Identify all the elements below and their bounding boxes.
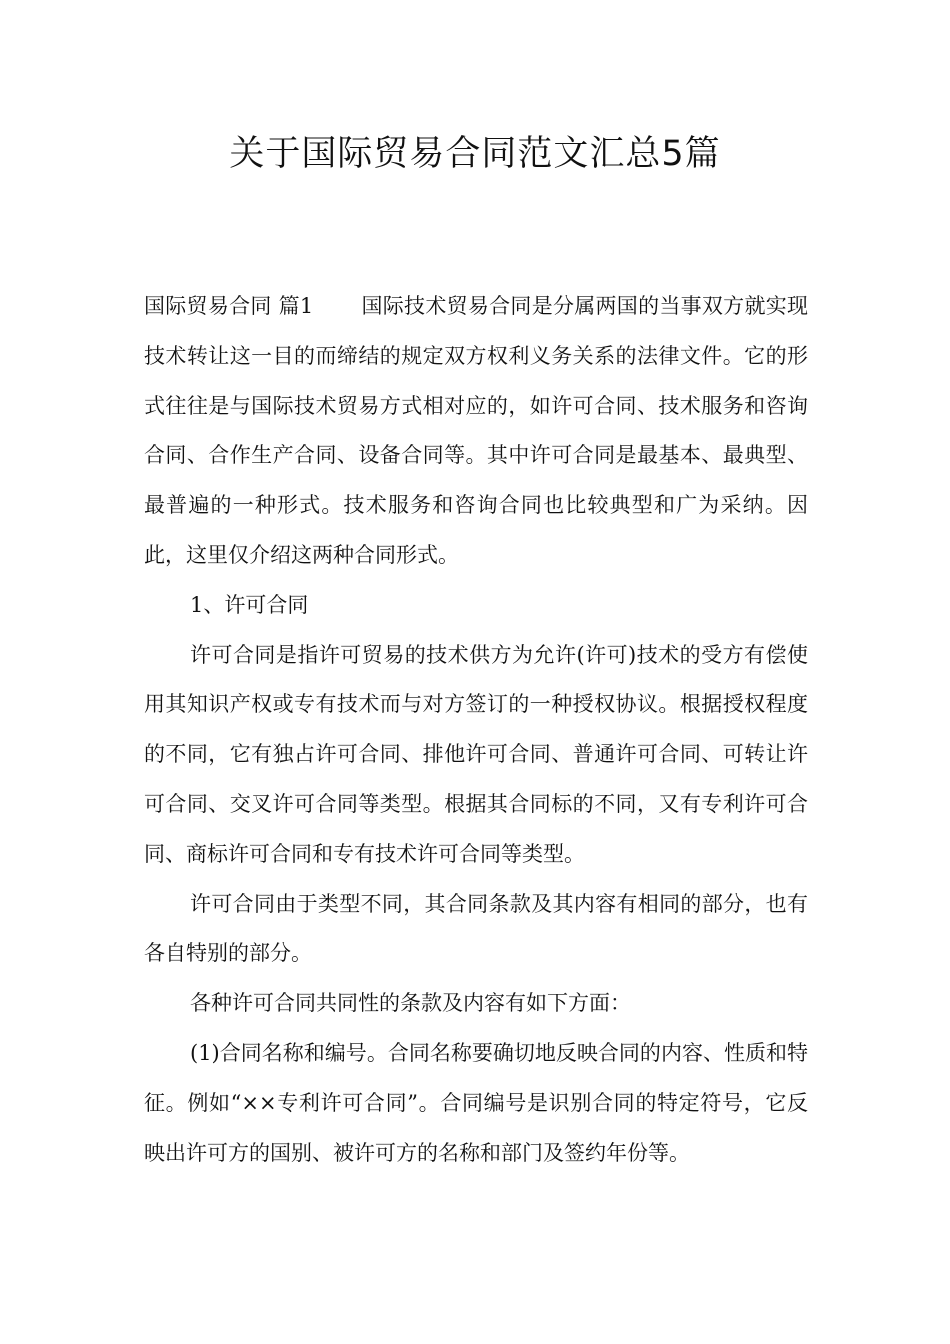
paragraph-1 — [144, 282, 808, 581]
paragraph-3: 许可合同是指许可贸易的技术供方为允许(许可)技术的受方有偿使用其知识产权或专有技术而与对方签订的一种授权协议。根据授权程度的不同，它有独占许可合同、排他许可合同、普通许可合同、可转让许可合同、交叉许可合同等类型。根据其合同标的不同，又有专利许可合同、商标许可合同和专有技术许可合同等类型。 — [144, 642, 808, 866]
paragraph-6: (1)合同名称和编号。合同名称要确切地反映合同的内容、性质和特征。例如“××专利许可合同”。合同编号是识别合同的特定符号，它反映出许可方的国别、被许可方的名称和部门及签约年份等。 — [144, 1040, 808, 1165]
document-body — [144, 282, 808, 1178]
paragraph-4: 许可合同由于类型不同，其合同条款及其内容有相同的部分，也有各自特别的部分。 — [144, 891, 808, 966]
paragraph-2: 1、许可合同 — [190, 592, 309, 617]
document-title: 关于国际贸易合同范文汇总5篇 — [229, 134, 721, 174]
section-heading: 国际贸易合同 篇1 — [144, 294, 314, 318]
paragraph-1-text: 国际技术贸易合同是分属两国的当事双方就实现技术转让这一目的而缔结的规定双方权利义务关系的法律文件。它的形式往往是与国际技术贸易方式相对应的，如许可合同、技术服务和咨询合同、合作生产合同、设备合同等。其中许可合同是最基本、最典型、最普遍的一种形式。技术服务和咨询合同也比较典型和广为采纳。因此，这里仅介绍这两种合同形式。 — [144, 294, 808, 567]
paragraph-5: 各种许可合同共同性的条款及内容有如下方面： — [190, 991, 631, 1016]
